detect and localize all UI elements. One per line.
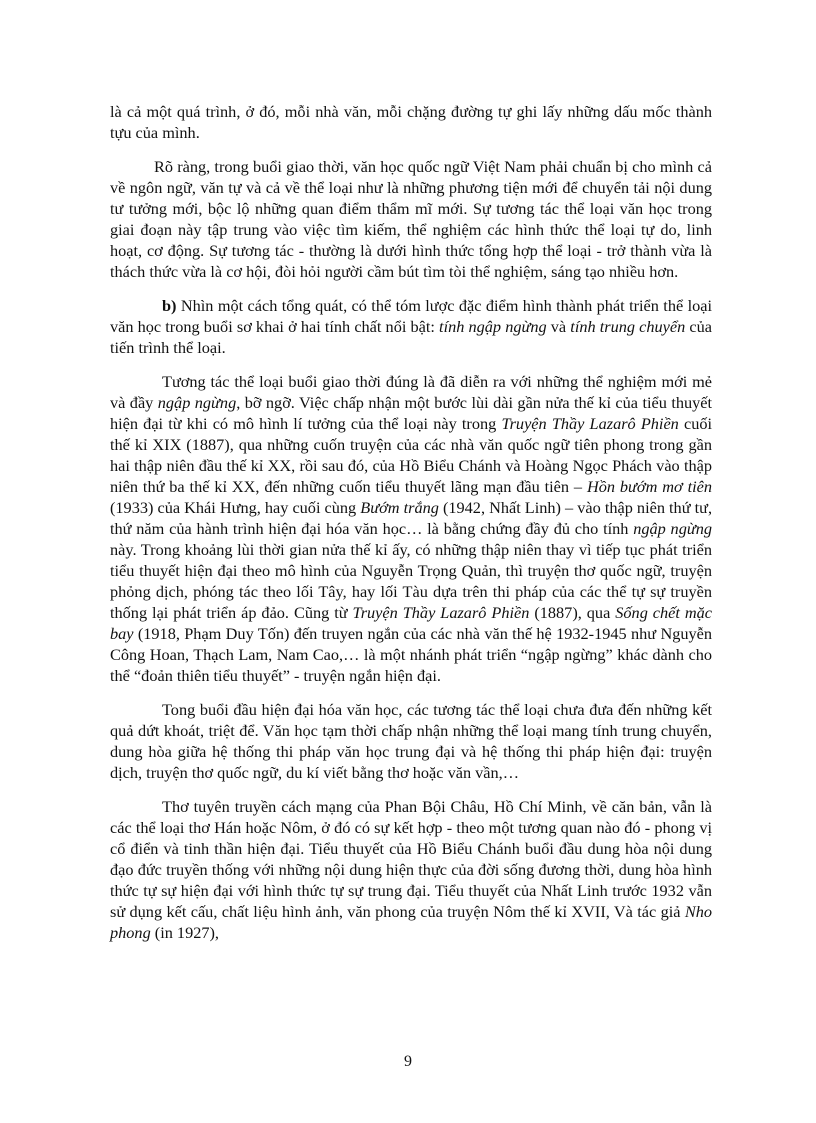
italic-text: Hồn bướm mơ tiên xyxy=(586,477,712,496)
page-number: 9 xyxy=(404,1053,412,1070)
paragraph-5 xyxy=(110,699,712,783)
paragraph-3 xyxy=(110,295,712,358)
text-run: (1933) của Khái Hưng, hay cuối cùng xyxy=(110,498,361,517)
text-run: của tiến trình thể loại. xyxy=(110,317,713,357)
italic-text: ngập ngừng xyxy=(157,393,237,412)
body-text xyxy=(110,101,712,956)
text-run: Nhìn một cách tổng quát, có thể tóm lược đặc điểm hình thành phát triển thể loại văn học trong buổi sơ khai ở hai tính chất nổi bật: xyxy=(110,296,712,336)
italic-text: Sống chết mặc bay xyxy=(110,603,713,643)
italic-text: tính ngập ngừng xyxy=(439,317,547,336)
text-run: Tong buổi đầu hiện đại hóa văn học, các tương tác thể loại chưa đưa đến những kết quả dứt khoát, triệt để. Văn học tạm thời chấp nhận những thể loại mang tính trung chuyển, dung hòa giữa hệ thống thi pháp văn học trung đại và hệ thống thi pháp hiện đại: truyện dịch, truyện thơ quốc ngữ, du kí viết bằng thơ hoặc văn vần,… xyxy=(110,700,712,782)
text-run: là cả một quá trình, ở đó, mỗi nhà văn, mỗi chặng đường tự ghi lấy những dấu mốc thành tựu của mình. xyxy=(110,102,712,142)
bold-text: b) xyxy=(162,296,177,315)
italic-text: Bướm trắng xyxy=(360,498,439,517)
text-run: và xyxy=(546,317,571,336)
text-run: Thơ tuyên truyền cách mạng của Phan Bội Châu, Hồ Chí Minh, về căn bản, vẫn là các thể loại thơ Hán hoặc Nôm, ở đó có sự kết hợp - theo một tương quan nào đó - phong vị cổ điển và tinh thần hiện đại. Tiểu thuyết của Hồ Biểu Chánh buổi đầu dung hòa nội dung đạo đức truyền thống với những nội dung hiện thực của đời sống đương thời, dung hòa hình thức tự sự hiện đại với hình thức tự sự trung đại. Tiểu thuyết của Nhất Linh trước 1932 vẫn sử dụng kết cấu, chất liệu hình ảnh, văn phong của truyện Nôm thế kỉ XVII, Và tác giả xyxy=(110,797,712,921)
text-run: Tương tác thể loại buổi giao thời đúng là đã diễn ra với những thể nghiệm mới mẻ và đầy xyxy=(110,372,712,412)
text-run: (1942, Nhất Linh) – vào thập niên thứ tư, thứ năm của hành trình hiện đại hóa văn học… là bằng chứng đầy đủ cho tính xyxy=(110,498,713,538)
paragraph-1 xyxy=(110,101,712,143)
paragraph-2 xyxy=(110,156,712,282)
text-run: cuối thế kỉ XIX (1887), qua những cuốn truyện của các nhà văn quốc ngữ tiên phong trong gần hai thập niên đầu thế kỉ XX, rồi sau đó, của Hồ Biểu Chánh và Hoàng Ngọc Phách vào thập niên thứ ba thế kỉ XX, đến những cuốn tiểu thuyết lãng mạn đầu tiên – xyxy=(110,414,713,496)
paragraph-6 xyxy=(110,796,712,943)
text-run: , bỡ ngỡ. Việc chấp nhận một bước lùi dài gần nửa thế kỉ của tiểu thuyết hiện đại từ khi có mô hình lí tưởng của thể loại này trong xyxy=(110,393,713,433)
italic-text: ngập ngừng xyxy=(633,519,712,538)
italic-text: Truyện Thầy Lazarô Phiền xyxy=(352,603,530,622)
italic-text: Nho phong xyxy=(110,902,712,942)
paragraph-4 xyxy=(110,371,712,686)
text-run: Rõ ràng, trong buổi giao thời, văn học quốc ngữ Việt Nam phải chuẩn bị cho mình cả về ngôn ngữ, văn tự và cả về thể loại như là những phương tiện mới để chuyển tải nội dung tư tưởng mới, bộc lộ những quan điểm thẩm mĩ mới. Sự tương tác thể loại văn học trong giai đoạn này tập trung vào việc tìm kiếm, thể nghiệm các hình thức thể loại tự do, linh hoạt, cơ động. Sự tương tác - thường là dưới hình thức tổng hợp thể loại - trở thành vừa là thách thức vừa là cơ hội, đòi hỏi người cầm bút tìm tòi thể nghiệm, sáng tạo nhiều hơn. xyxy=(110,157,712,281)
text-run: (1887), qua xyxy=(529,603,616,622)
text-run: này. Trong khoảng lùi thời gian nửa thế kỉ ấy, có những thập niên thay vì tiếp tục phát triển tiểu thuyết hiện đại theo mô hình của Nguyễn Trọng Quản, thì truyện thơ quốc ngữ, truyện phỏng dịch, phóng tác theo lối Tây, hay lối Tàu dựa trên thi pháp của các thể tự sự truyền thống lại phát triển áp đảo. Cũng từ xyxy=(110,540,712,622)
italic-text: tính trung chuyển xyxy=(570,317,686,336)
text-run: (1918, Phạm Duy Tốn) đến truyen ngắn của các nhà văn thế hệ 1932-1945 như Nguyễn Công Hoan, Thạch Lam, Nam Cao,… là một nhánh phát triển “ngập ngừng” khác dành cho thể “đoản thiên tiểu thuyết” - truyện ngắn hiện đại. xyxy=(110,624,712,685)
text-run: (in 1927), xyxy=(150,923,219,942)
italic-text: Truyện Thầy Lazarô Phiền xyxy=(501,414,679,433)
